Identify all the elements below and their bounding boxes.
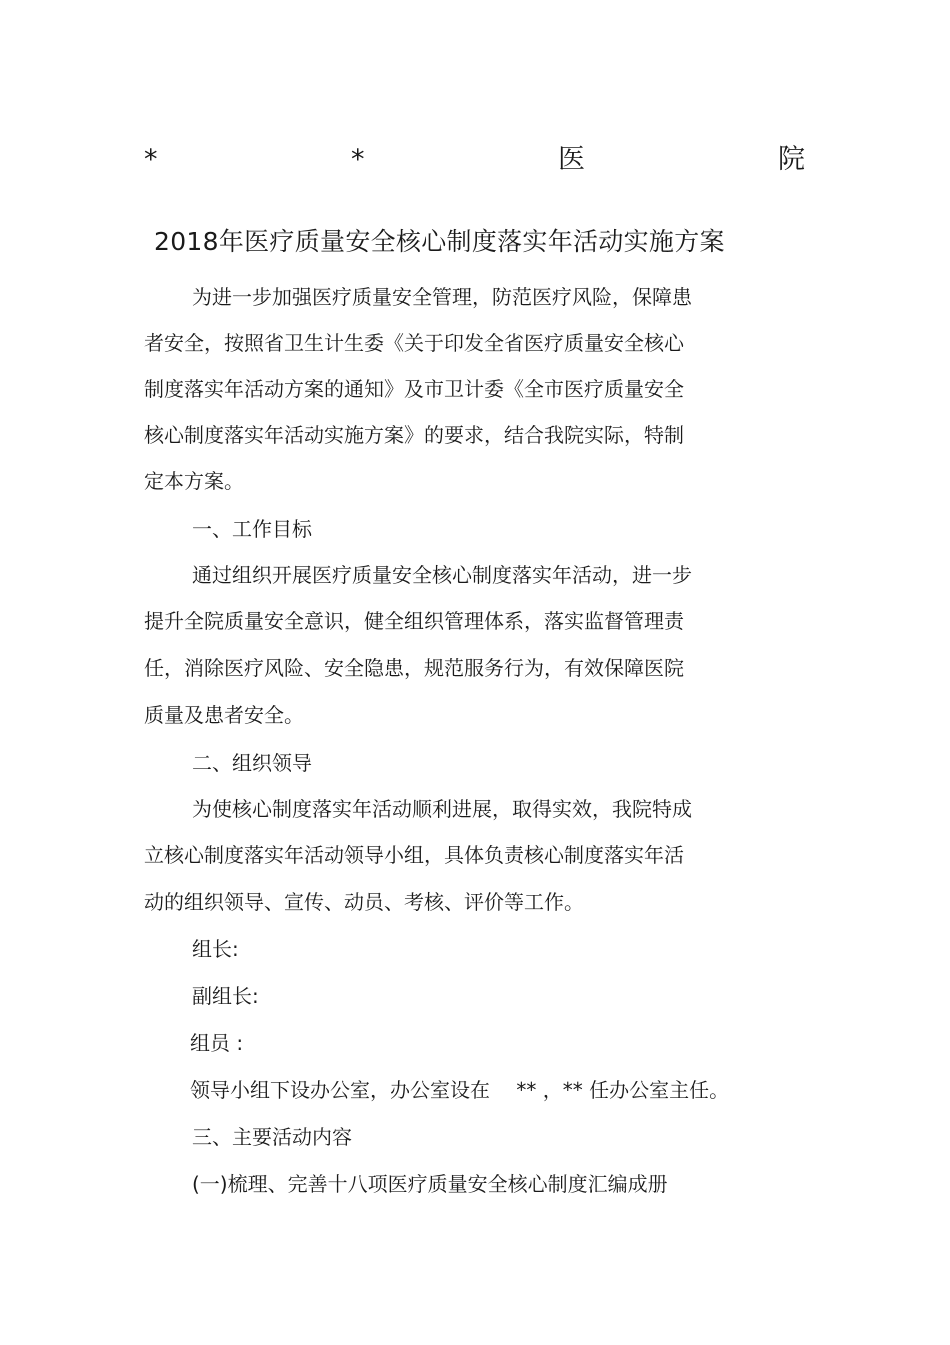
section3-item-1: (一)梳理、完善十八项医疗质量安全核心制度汇编成册 bbox=[192, 1172, 668, 1196]
hospital-name-char-2: * bbox=[351, 144, 365, 175]
group-members-label: 组员 : bbox=[190, 1031, 244, 1055]
section1-heading: 一、工作目标 bbox=[192, 517, 312, 541]
section2-line-3: 动的组织领导、宣传、动员、考核、评价等工作。 bbox=[144, 890, 584, 914]
section2-heading: 二、组织领导 bbox=[192, 751, 312, 775]
hospital-name-heading bbox=[0, 140, 950, 180]
intro-line-5: 定本方案。 bbox=[144, 469, 244, 493]
intro-line-1: 为进一步加强医疗质量安全管理，防范医疗风险，保障患 bbox=[192, 285, 692, 309]
intro-line-4: 核心制度落实年活动实施方案》的要求，结合我院实际，特制 bbox=[144, 423, 684, 447]
office-line: 领导小组下设办公室，办公室设在 ** ，** 任办公室主任。 bbox=[190, 1078, 730, 1102]
section1-line-1: 通过组织开展医疗质量安全核心制度落实年活动，进一步 bbox=[192, 563, 692, 587]
deputy-leader-label: 副组长: bbox=[192, 984, 259, 1008]
document-title: 2018年医疗质量安全核心制度落实年活动实施方案 bbox=[154, 227, 725, 256]
group-leader-label: 组长: bbox=[192, 937, 239, 961]
section1-line-2: 提升全院质量安全意识，健全组织管理体系，落实监督管理责 bbox=[144, 609, 684, 633]
section1-line-4: 质量及患者安全。 bbox=[144, 703, 304, 727]
section3-heading: 三、主要活动内容 bbox=[192, 1125, 352, 1149]
section2-line-2: 立核心制度落实年活动领导小组，具体负责核心制度落实年活 bbox=[144, 843, 684, 867]
hospital-name-char-4: 院 bbox=[778, 144, 805, 175]
section1-line-3: 任，消除医疗风险、安全隐患，规范服务行为，有效保障医院 bbox=[144, 656, 684, 680]
section2-line-1: 为使核心制度落实年活动顺利进展，取得实效，我院特成 bbox=[192, 797, 692, 821]
hospital-name-char-3: 医 bbox=[558, 144, 585, 175]
hospital-name-char-1: * bbox=[144, 144, 158, 175]
intro-line-2: 者安全，按照省卫生计生委《关于印发全省医疗质量安全核心 bbox=[144, 331, 684, 355]
intro-line-3: 制度落实年活动方案的通知》及市卫计委《全市医疗质量安全 bbox=[144, 377, 684, 401]
